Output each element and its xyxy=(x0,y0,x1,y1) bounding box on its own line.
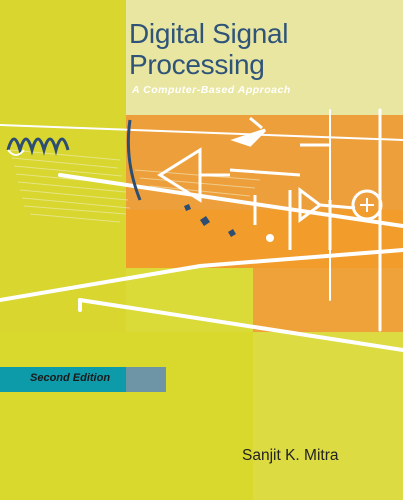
adder-plus-icon xyxy=(360,198,374,212)
accent-marks xyxy=(184,204,236,237)
edition-banner-accent xyxy=(126,367,166,392)
book-title: Digital Signal Processing xyxy=(129,18,289,80)
node-dot xyxy=(266,234,274,242)
coil-loops xyxy=(8,120,140,200)
edition-label: Second Edition xyxy=(30,372,111,384)
perspective-lines xyxy=(0,110,403,350)
author-name: Sanjit K. Mitra xyxy=(242,447,339,464)
book-subtitle: A Computer-Based Approach xyxy=(132,84,291,96)
